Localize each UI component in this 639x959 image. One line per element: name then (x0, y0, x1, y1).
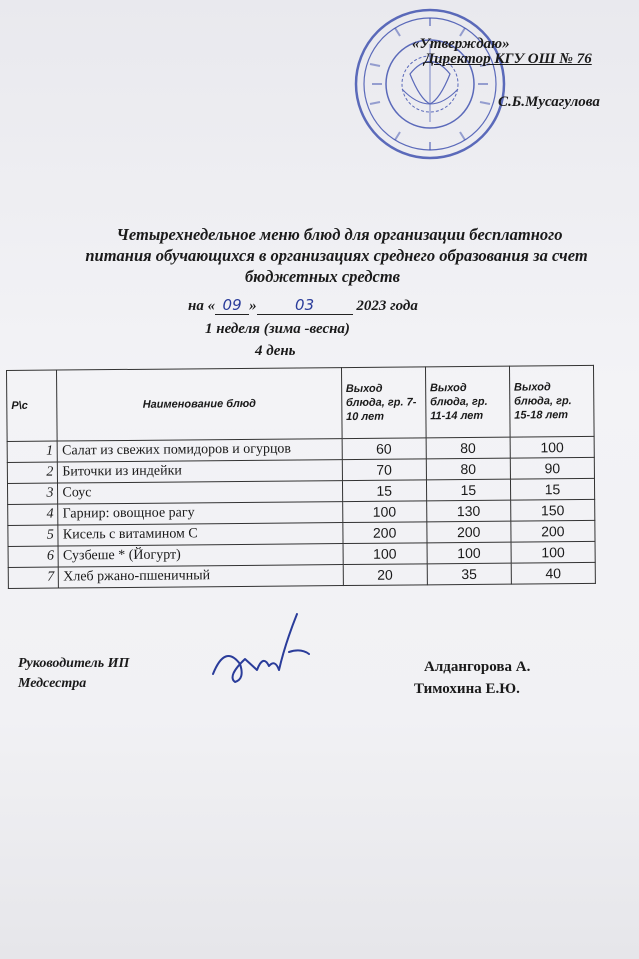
portion-15-18: 100 (510, 436, 594, 458)
name-head-ip: Алдангорова А. (424, 659, 531, 675)
handwritten-signature-icon (205, 604, 315, 694)
dish-name: Хлеб ржано-пшеничный (59, 565, 343, 588)
dish-name: Биточки из индейки (58, 460, 342, 483)
portion-11-14: 100 (427, 542, 511, 564)
portion-11-14: 200 (427, 521, 511, 543)
director-title: Директор КГУ ОШ № 76 (424, 51, 592, 67)
table-row (8, 562, 595, 588)
dish-name: Гарнир: овощное рагу (58, 502, 342, 525)
row-number: 5 (8, 525, 59, 546)
date-line (188, 296, 418, 315)
director-name: С.Б.Мусагулова (498, 94, 600, 110)
portion-7-10: 60 (342, 438, 426, 460)
portion-15-18: 15 (510, 478, 594, 500)
menu-table (6, 365, 596, 589)
date-day: 09 (215, 296, 249, 315)
row-number: 2 (7, 462, 58, 483)
signatory-roles (18, 654, 129, 694)
title-line-3: бюджетных средств (244, 267, 401, 286)
header-num: Р\с (7, 370, 58, 441)
portion-7-10: 200 (342, 522, 426, 544)
portion-11-14: 15 (426, 479, 510, 501)
date-mid: » (249, 298, 257, 314)
portion-15-18: 40 (511, 562, 595, 584)
approval-heading: «Утверждаю» (412, 36, 510, 52)
header-out-11-14: Выход блюда, гр. 11-14 лет (425, 366, 510, 438)
name-nurse: Тимохина Е.Ю. (414, 681, 520, 697)
portion-15-18: 100 (511, 541, 595, 563)
date-prefix: на « (188, 298, 216, 314)
dish-name: Соус (58, 481, 342, 504)
title-line-1: Четырехнедельное меню блюд для организации бесплатного (116, 225, 563, 244)
signatory-names (414, 656, 530, 700)
date-month: 03 (257, 296, 353, 315)
day-label: 4 день (255, 343, 296, 359)
date-suffix: 2023 года (356, 298, 418, 314)
portion-15-18: 200 (511, 520, 595, 542)
header-out-15-18: Выход блюда, гр. 15-18 лет (509, 365, 594, 437)
header-out-7-10: Выход блюда, гр. 7-10 лет (341, 367, 426, 439)
dish-name: Кисель с витамином С (58, 523, 342, 546)
role-nurse: Медсестра (18, 676, 87, 691)
portion-7-10: 70 (342, 459, 426, 481)
row-number: 3 (7, 483, 58, 504)
dish-name: Салат из свежих помидоров и огурцов (58, 439, 342, 462)
header-name: Наименование блюд (57, 368, 342, 441)
week-label: 1 неделя (зима -весна) (205, 321, 350, 337)
portion-11-14: 35 (427, 563, 511, 585)
portion-11-14: 80 (426, 458, 510, 480)
row-number: 4 (8, 504, 59, 525)
portion-7-10: 100 (342, 501, 426, 523)
dish-name: Сузбеше * (Йогурт) (58, 544, 342, 567)
row-number: 1 (7, 441, 58, 462)
portion-7-10: 15 (342, 480, 426, 502)
role-head-ip: Руководитель ИП (18, 656, 130, 671)
row-number: 6 (8, 546, 59, 567)
portion-7-10: 20 (343, 564, 427, 586)
title-line-2: питания обучающихся в организациях среднего образования за счет (85, 246, 588, 265)
portion-11-14: 130 (426, 500, 510, 522)
portion-11-14: 80 (426, 437, 510, 459)
table-header-row (7, 365, 595, 441)
portion-15-18: 90 (510, 457, 594, 479)
portion-7-10: 100 (343, 543, 427, 565)
portion-15-18: 150 (511, 499, 595, 521)
row-number: 7 (8, 567, 59, 588)
round-stamp-icon (350, 4, 510, 164)
document-title (0, 224, 639, 287)
